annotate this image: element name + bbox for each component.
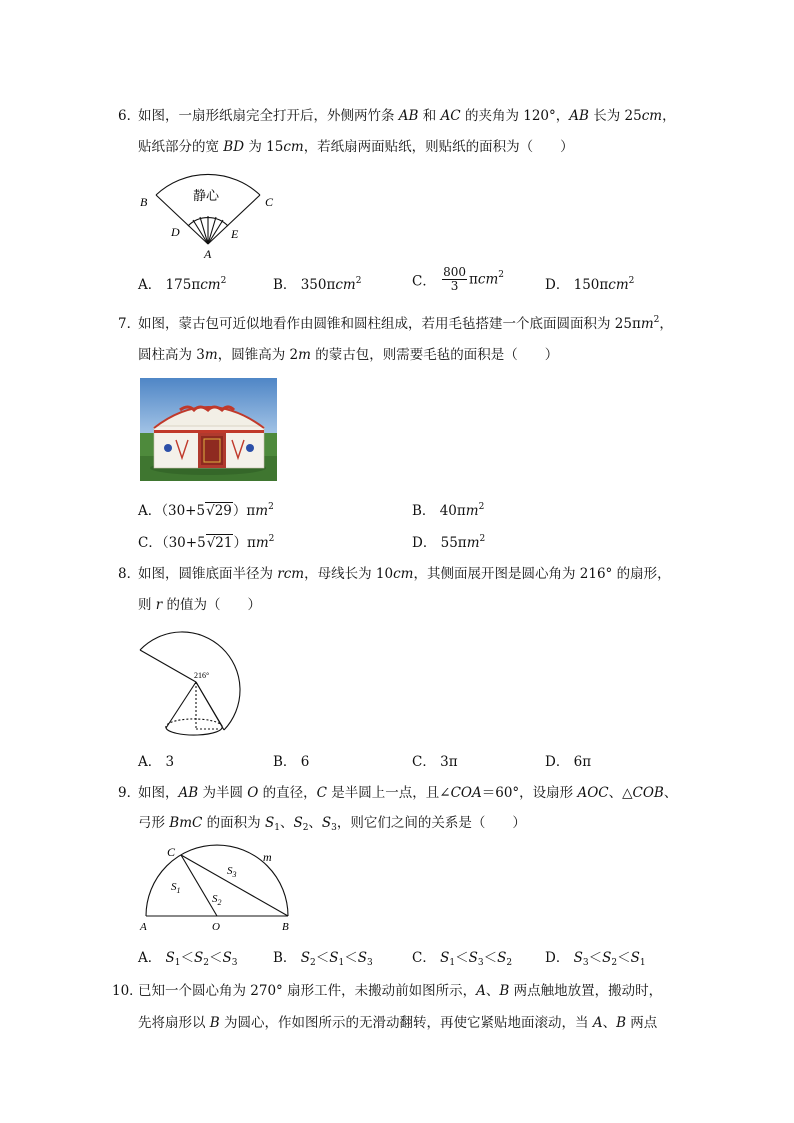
q8-sector-radius1 — [140, 650, 196, 682]
q9-option-d: D． $S_3<S_2<S_1$ — [545, 950, 646, 968]
q6-label-d: D — [171, 225, 180, 239]
q6-line1: 如图，一扇形纸扇完全打开后，外侧两竹条 AB 和 AC 的夹角为 120°，AB 长为 25cm， — [138, 108, 676, 124]
q9-label-a: A — [140, 921, 147, 933]
q6-number: 6． — [118, 108, 141, 124]
q9-label-s1: $S_1$ — [171, 881, 181, 895]
q8-angle-label: 216° — [194, 671, 210, 680]
q9-label-b: B — [282, 921, 289, 933]
q9-label-m: m — [263, 850, 272, 864]
q8-sector-arc — [140, 632, 240, 730]
q9-label-c: C — [167, 845, 176, 859]
q8-cone-left — [166, 682, 196, 728]
q6-option-b: B． 350πcm$^2$ — [273, 276, 362, 293]
q7-line2: 圆柱高为 3m，圆锥高为 2m 的蒙古包，则需要毛毡的面积是（ ） — [138, 347, 559, 363]
q6-fan-text: 静心 — [193, 188, 220, 203]
q8-option-c: C． 3π — [412, 754, 458, 770]
q8-line2: 则 r 的值为（ ） — [138, 597, 262, 613]
q9-label-o: O — [212, 921, 220, 933]
q7-yurt-photo — [140, 378, 277, 481]
q6-option-c-fraction: $\frac{800}{3}$ — [443, 265, 467, 293]
q9-option-a: A． $S_1<S_2<S_3$ — [138, 950, 238, 968]
q6-label-e: E — [231, 227, 239, 241]
q7-option-b: B． $40\pi m^2$ — [412, 502, 485, 519]
q6-label-a: A — [204, 247, 212, 261]
q7-option-a: A．$(30+5√29)\pi m^2$ — [138, 502, 274, 519]
q9-chord-cb — [181, 855, 288, 916]
q9-option-c: C． $S_1<S_3<S_2$ — [412, 950, 513, 968]
q8-option-d: D． 6π — [545, 754, 592, 770]
q9-line1: 如图，AB 为半圆 O 的直径，C 是半圆上一点，且∠COA＝60°，设扇形 AOC、△COB、 — [138, 785, 678, 801]
q8-option-b: B． 6 — [273, 754, 310, 770]
q10-line1: 已知一个圆心角为 270° 扇形工件，未搬动前如图所示，A、B 两点触地放置，搬动时， — [138, 983, 663, 999]
q8-line1: 如图，圆锥底面半径为 rcm，母线长为 10cm，其侧面展开图是圆心角为 216° 的扇形， — [138, 566, 671, 582]
q6-fan-figure — [135, 158, 285, 263]
q6-label-b: B — [140, 195, 148, 209]
q9-number: 9． — [118, 785, 141, 801]
q9-line2: 弓形 BmC 的面积为 $S_1$、$S_2$、$S_3$，则它们之间的关系是（ ） — [138, 815, 526, 833]
q7-option-d: D． $55\pi m^2$ — [412, 534, 486, 551]
q6-option-d: D． 150πcm$^2$ — [545, 276, 635, 293]
q8-sector-figure — [134, 614, 259, 739]
q9-option-b: B． $S_2<S_1<S_3$ — [273, 950, 373, 968]
q10-line2: 先将扇形以 B 为圆心，作如图所示的无滑动翻转，再使它紧贴地面滚动，当 A、B 两点 — [138, 1015, 658, 1031]
q6-option-c: C． $\frac{800}{3}$ πcm$^2$ — [412, 265, 505, 293]
q9-radius-oc — [181, 855, 217, 916]
q7-option-c-sqrt: √21 — [206, 535, 233, 551]
q7-number: 7． — [118, 316, 141, 332]
q8-cone-base-back — [166, 719, 222, 728]
q8-option-a: A． 3 — [138, 754, 175, 770]
q7-option-c: C．$(30+5√21)\pi m^2$ — [138, 534, 275, 551]
q6-option-a: A． 175πcm$^2$ — [138, 276, 227, 293]
q8-cone-base-front — [166, 726, 222, 735]
q6-label-c: C — [265, 195, 274, 209]
q8-number: 8． — [118, 566, 141, 582]
q7-line1: 如图，蒙古包可近似地看作由圆锥和圆柱组成，若用毛毡搭建一个底面圆面积为 $25\pi m^2$， — [138, 315, 673, 332]
q9-semicircle-figure — [138, 842, 298, 934]
q9-label-s3: $S_3$ — [227, 865, 237, 879]
q6-line2: 贴纸部分的宽 BD 为 15cm，若纸扇两面贴纸，则贴纸的面积为（ ） — [138, 139, 574, 155]
q9-label-s2: $S_2$ — [212, 893, 222, 907]
q7-option-a-sqrt: √29 — [206, 503, 232, 519]
q10-number: 10． — [112, 983, 143, 999]
